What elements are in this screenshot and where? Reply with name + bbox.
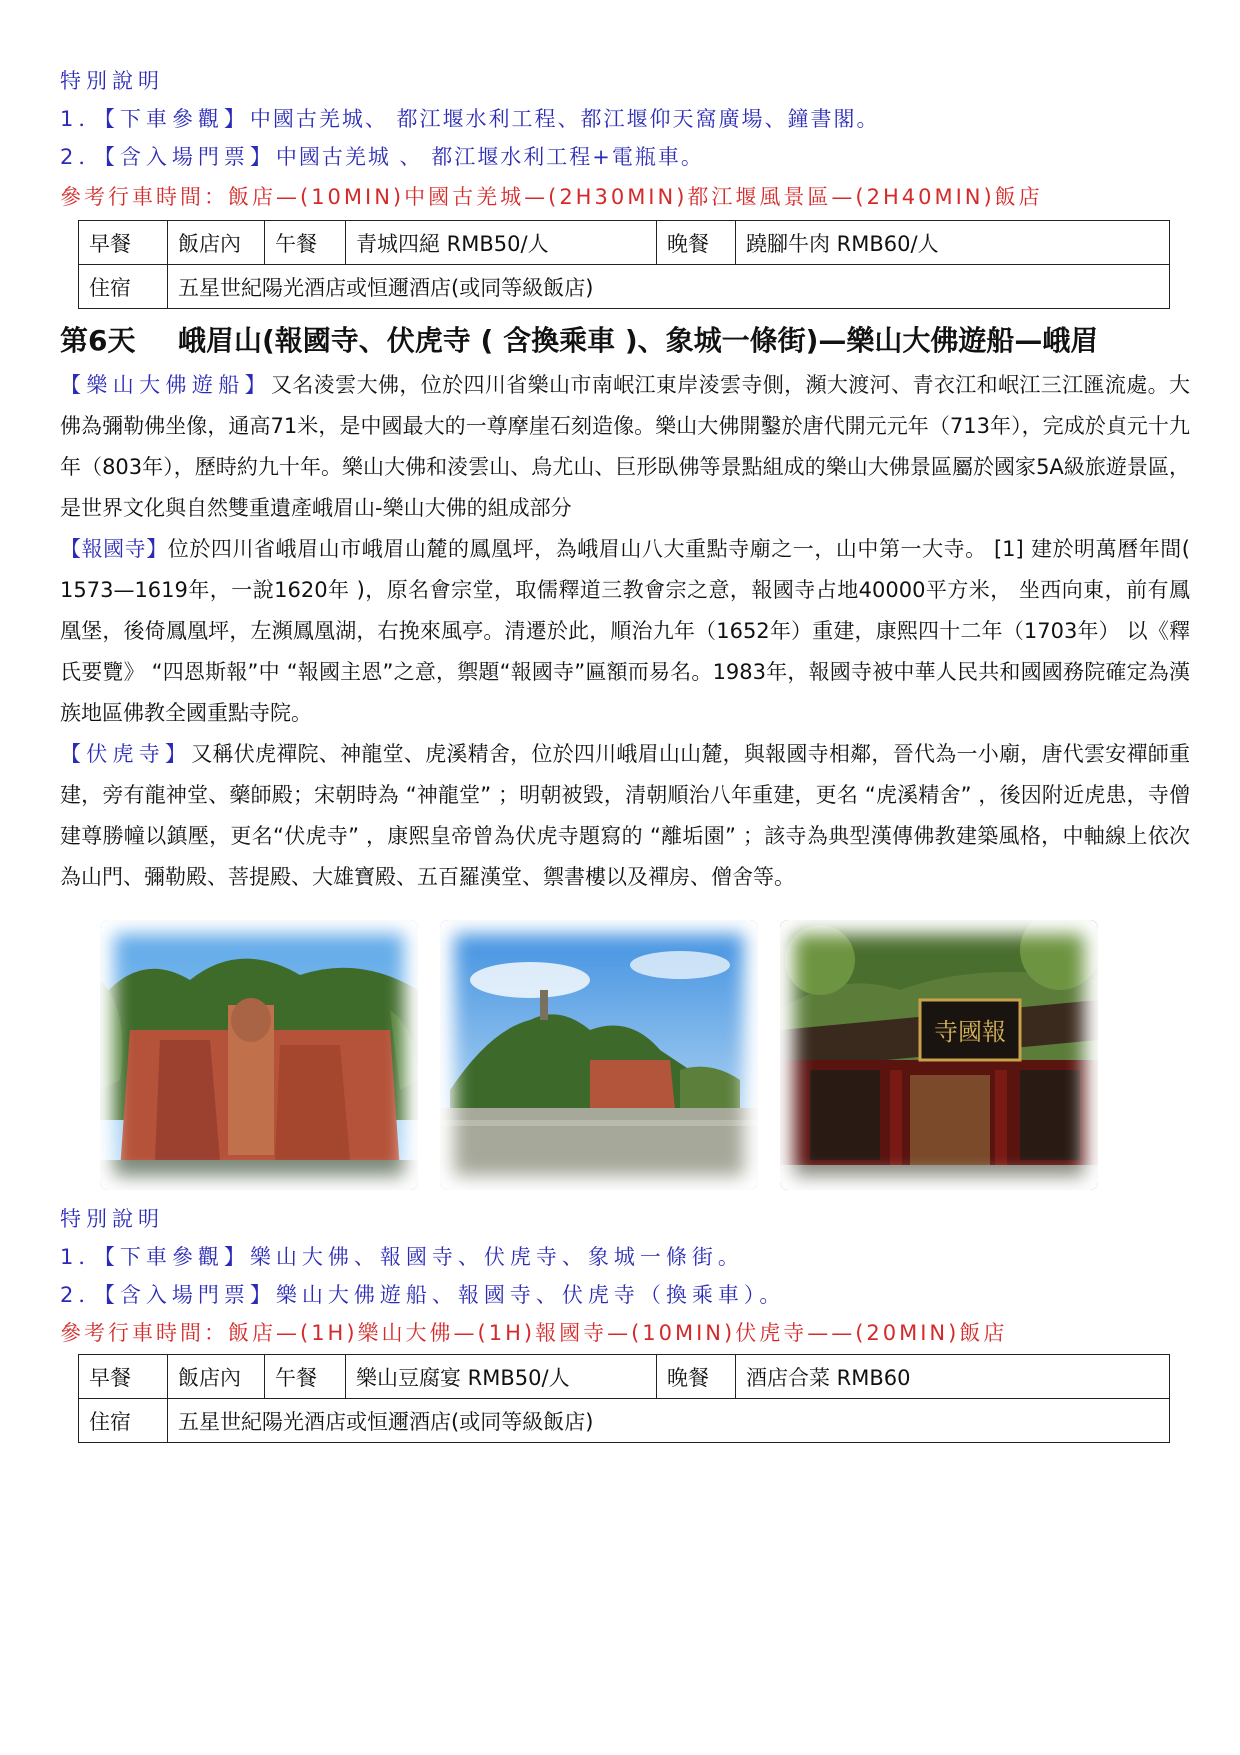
notes-title-2: 特別說明 [60, 1207, 164, 1231]
leshan-buddha-image [100, 920, 418, 1190]
paragraph-leshan-tag: 【樂山大佛遊船】 [60, 373, 272, 397]
photo-baoguo-temple [780, 920, 1098, 1190]
photo-row [100, 920, 1190, 1190]
breakfast-label-2: 早餐 [79, 1355, 168, 1399]
dinner-value-2: 酒店合菜 RMB60 [736, 1355, 1170, 1399]
paragraph-fuhu-text: 又稱伏虎禪院、神龍堂、虎溪精舍，位於四川峨眉山山麓，與報國寺相鄰，晉代為一小廟，唐代雲安禪師重建，旁有龍神堂、藥師殿；宋朝時為 “神龍堂” ；明朝被毀，清朝順治八年重建，更名 “虎溪精舍” ，後因附近虎患，寺僧建尊勝幢以鎮壓，更名“伏虎寺” ，康熙皇帝曾為伏虎寺題寫的 “離垢園” ；該寺為典型漢傳佛教建築風格，中軸線上依次為山門、彌勒殿、菩提殿、大雄寶殿、五百羅漢堂、禦書樓以及禪房、僧舍等。 [60, 742, 1191, 889]
notes-item-2 [60, 138, 1190, 176]
notes-item-2-text: 中國古羌城 、 都江堰水利工程+電瓶車。 [275, 145, 704, 169]
document-page [60, 62, 1190, 1443]
notes-2-item-1-text: 樂山大佛、報國寺、伏虎寺、象城一條街。 [249, 1245, 744, 1269]
notes-2-item-2 [60, 1276, 1190, 1314]
paragraph-fuhu-tag: 【伏虎寺】 [60, 742, 192, 766]
meal-table [78, 220, 1170, 309]
breakfast-value: 飯店內 [168, 221, 265, 265]
notes-item-1-text: 中國古羌城、 都江堰水利工程、都江堰仰天窩廣場、鐘書閣。 [249, 107, 880, 131]
paragraph-baoguo-tag: 【報國寺】 [60, 537, 168, 561]
notes-title: 特別說明 [60, 69, 164, 93]
breakfast-label: 早餐 [79, 221, 168, 265]
breakfast-value-2: 飯店內 [168, 1355, 265, 1399]
notes-item-1-prefix: 1．【下車參觀】 [60, 107, 250, 131]
day-title [60, 317, 1190, 365]
photo-leshan-river [440, 920, 758, 1190]
meal-table-2 [78, 1354, 1170, 1443]
notes-item-2-prefix: 2．【含入場門票】 [60, 145, 276, 169]
photo-leshan-buddha [100, 920, 418, 1190]
lodging-label-2: 住宿 [79, 1399, 168, 1443]
notes-2-item-1 [60, 1238, 1190, 1276]
lodging-value: 五星世紀陽光酒店或恒邇酒店(或同等級飯店) [168, 265, 1170, 309]
notes-2-item-2-text: 樂山大佛遊船、報國寺、伏虎寺（換乘車）。 [275, 1283, 786, 1307]
notes-2-item-1-prefix: 1．【下車參觀】 [60, 1245, 250, 1269]
leshan-river-image [440, 920, 758, 1190]
notes-2-item-2-prefix: 2．【含入場門票】 [60, 1283, 276, 1307]
temple-sign-text: 寺國報 [934, 1018, 1006, 1046]
dinner-label: 晚餐 [657, 221, 736, 265]
baoguo-temple-image [780, 920, 1098, 1190]
lodging-label: 住宿 [79, 265, 168, 309]
day-label: 第6天 [60, 324, 136, 357]
paragraph-baoguo-text: 位於四川省峨眉山市峨眉山麓的鳳凰坪，為峨眉山八大重點寺廟之一，山中第一大寺。 [1] 建於明萬曆年間( 1573—1619年，一說1620年 )，原名會宗堂，取儒釋道三教會宗之意，報國寺占地40000平方米， 坐西向東，前有鳳凰堡，後倚鳳凰坪，左瀕鳳凰湖，右挽來風亭。清遷於此，順治九年（1652年）重建，康熙四十二年（1703年） 以《釋氏要覽》 “四恩斯報”中 “報國主恩”之意，禦題“報國寺”匾額而易名。1983年，報國寺被中華人民共和國國務院確定為漢族地區佛教全國重點寺院。 [60, 537, 1190, 725]
paragraph-leshan [60, 365, 1190, 529]
lodging-value-2: 五星世紀陽光酒店或恒邇酒店(或同等級飯店) [168, 1399, 1170, 1443]
drive-time-2: 參考行車時間：飯店—(1H)樂山大佛—(1H)報國寺—(10MIN)伏虎寺——(20MIN)飯店 [60, 1321, 1008, 1345]
lunch-label: 午餐 [265, 221, 346, 265]
day-title-text: 峨眉山(報國寺、伏虎寺 ( 含換乘車 )、象城一條街)—樂山大佛遊船—峨眉 [178, 324, 1099, 357]
lunch-label-2: 午餐 [265, 1355, 346, 1399]
paragraph-leshan-text: 又名淩雲大佛，位於四川省樂山市南岷江東岸淩雲寺側，瀕大渡河、青衣江和岷江三江匯流處。大佛為彌勒佛坐像，通高71米，是中國最大的一尊摩崖石刻造像。樂山大佛開鑿於唐代開元元年（713年），完成於貞元十九年（803年），歷時約九十年。樂山大佛和淩雲山、烏尤山、巨形臥佛等景點組成的樂山大佛景區屬於國家5A級旅遊景區，是世界文化與自然雙重遺產峨眉山-樂山大佛的組成部分 [60, 373, 1191, 520]
notes-item-1 [60, 100, 1190, 138]
lunch-value: 青城四絕 RMB50/人 [346, 221, 657, 265]
paragraph-baoguo [60, 529, 1190, 734]
dinner-label-2: 晚餐 [657, 1355, 736, 1399]
drive-time: 參考行車時間：飯店—(10MIN)中國古羌城—(2H30MIN)都江堰風景區—(2H40MIN)飯店 [60, 185, 1043, 209]
paragraph-fuhu [60, 734, 1190, 898]
dinner-value: 蹺腳牛肉 RMB60/人 [736, 221, 1170, 265]
lunch-value-2: 樂山豆腐宴 RMB50/人 [346, 1355, 657, 1399]
